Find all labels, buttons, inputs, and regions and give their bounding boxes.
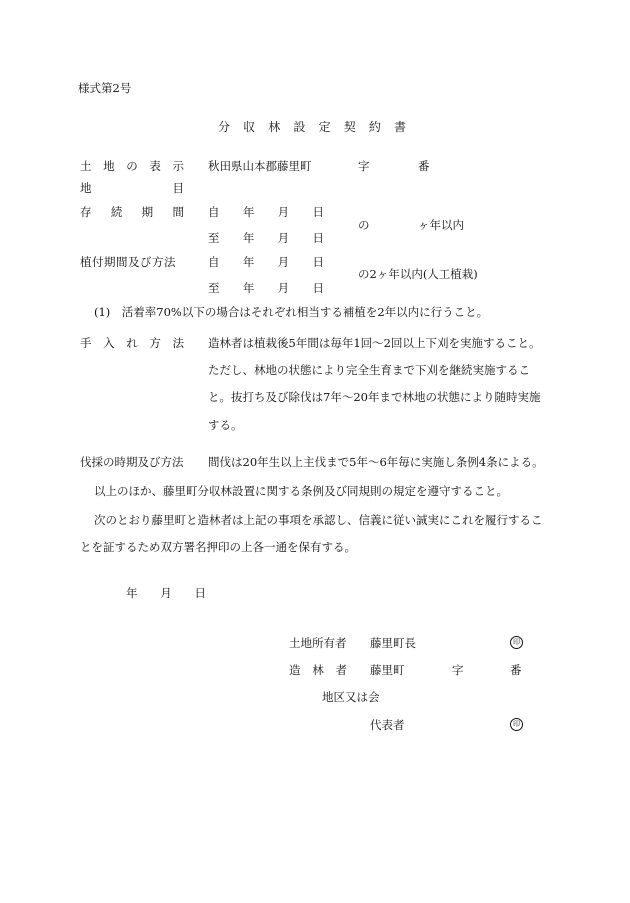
label-char: 方 — [149, 336, 161, 350]
date-char: 年 — [242, 231, 255, 245]
label-char: れ — [126, 336, 138, 350]
owner-label: 土地所有者 — [289, 636, 347, 650]
land-label — [80, 159, 184, 173]
date-char: 月 — [277, 205, 290, 219]
clause-1: (1) 活着率70%以下の場合はそれぞれ相当する補植を2年以内に行うこと。 — [94, 305, 489, 319]
label-char: 入 — [103, 336, 115, 350]
planter-aza: 字 — [452, 663, 464, 677]
label-char: 者 — [335, 663, 347, 677]
title-char: 分 — [218, 120, 231, 134]
paragraph-agreement: 次のとおり藤里町と造林者は上記の事項を承認し、信義に従い誠実にこれを履行するこ — [94, 513, 543, 527]
care-line: する。 — [208, 418, 243, 432]
period-label — [80, 205, 184, 219]
title-char: 書 — [393, 120, 406, 134]
land-aza: 字 — [358, 159, 370, 173]
planter-label — [289, 663, 347, 677]
date-char: 月 — [277, 281, 290, 295]
label-char: 地 — [80, 181, 92, 195]
form-number: 様式第2号 — [78, 81, 132, 95]
harvest-text: 間伐は20年生以上主伐まで5年～6年毎に実施し条例4条による。 — [208, 455, 544, 469]
planter-ban: 番 — [510, 663, 522, 677]
title-char: 約 — [368, 120, 381, 134]
label-char: 土 — [80, 159, 92, 173]
title-char: 設 — [293, 120, 306, 134]
date-char: 日 — [194, 586, 206, 600]
label-char: 地 — [103, 159, 115, 173]
period-no: の — [358, 218, 370, 232]
title-char: 契 — [343, 120, 356, 134]
care-label — [80, 336, 184, 350]
label-char: 示 — [172, 159, 184, 173]
date-char: 月 — [160, 586, 172, 600]
label-char: 期 — [141, 205, 154, 219]
label-char: 続 — [110, 205, 123, 219]
date-char: 至 — [208, 281, 220, 295]
label-char: 林 — [312, 663, 324, 677]
district-label: 地区又は会 — [322, 690, 380, 704]
representative-label: 代表者 — [370, 718, 405, 732]
land-location: 秋田県山本郡藤里町 — [208, 159, 312, 173]
label-char: 表 — [149, 159, 161, 173]
date-char: 自 — [208, 205, 220, 219]
planter-value: 藤里町 — [370, 663, 405, 677]
date-char: 日 — [312, 255, 324, 269]
period-duration: ヶ年以内 — [418, 218, 464, 232]
planting-note: の2ヶ年以内(人工植栽) — [358, 267, 478, 281]
seal-icon: 印 — [510, 718, 523, 731]
date-char: 年 — [242, 205, 255, 219]
land-ban: 番 — [418, 159, 430, 173]
label-char: 存 — [80, 205, 92, 219]
planting-label: 植付期間及び方法 — [80, 255, 176, 269]
owner-value: 藤里町長 — [370, 636, 416, 650]
date-char: 年 — [126, 586, 138, 600]
date-char: 至 — [208, 231, 220, 245]
care-line: 造林者は植栽後5年間は毎年1回～2回以上下刈を実施すること。 — [208, 336, 541, 350]
planting-from — [208, 255, 324, 269]
title-char: 定 — [318, 120, 331, 134]
chimoku-label — [80, 181, 184, 195]
label-char: の — [126, 159, 138, 173]
label-char: 手 — [80, 336, 92, 350]
care-line: ただし、林地の状態により完全生育まで下刈を継続実施するこ — [208, 363, 530, 377]
harvest-label: 伐採の時期及び方法 — [80, 455, 184, 469]
label-char: 造 — [289, 663, 301, 677]
date-char: 日 — [312, 205, 324, 219]
contract-date — [126, 586, 206, 600]
date-char: 年 — [242, 281, 255, 295]
paragraph-agreement-cont: とを証するため双方署名押印の上各一通を保有する。 — [80, 540, 356, 554]
period-to — [208, 231, 324, 245]
paragraph-compliance: 以上のほか、藤里町分収林設置に関する条例及び同規則の規定を遵守すること。 — [94, 484, 508, 498]
period-from — [208, 205, 324, 219]
document-title — [218, 120, 406, 134]
label-char: 法 — [172, 336, 184, 350]
title-char: 林 — [268, 120, 281, 134]
date-char: 月 — [277, 255, 290, 269]
title-char: 収 — [243, 120, 256, 134]
date-char: 自 — [208, 255, 220, 269]
label-char: 目 — [172, 181, 184, 195]
planting-to — [208, 281, 324, 295]
date-char: 日 — [312, 281, 324, 295]
seal-icon: 印 — [510, 636, 523, 649]
label-char: 間 — [172, 205, 184, 219]
date-char: 日 — [312, 231, 324, 245]
date-char: 年 — [242, 255, 255, 269]
date-char: 月 — [277, 231, 290, 245]
care-line: と。抜打ち及び除伐は7年～20年まで林地の状態により随時実施 — [208, 390, 541, 404]
